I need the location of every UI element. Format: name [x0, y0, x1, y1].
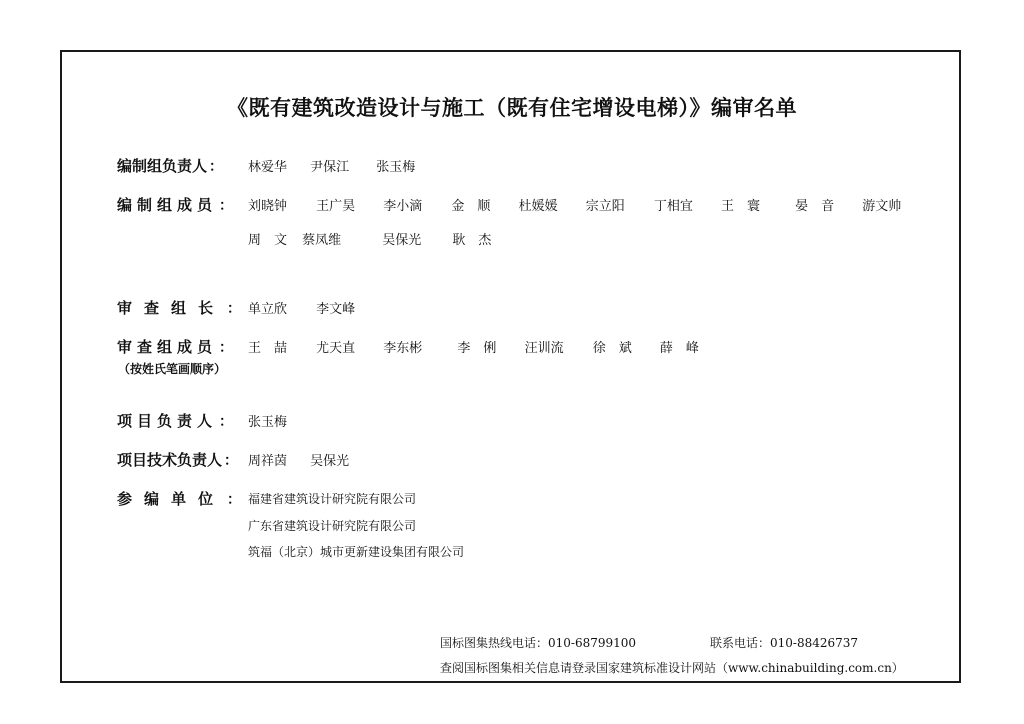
- person-name: 周 文: [248, 233, 288, 248]
- person-name: 吴保光: [382, 233, 422, 248]
- compile-members-row: [117, 194, 245, 215]
- compile-members-names-row2: [248, 229, 491, 248]
- compile-members-names-row1: [248, 195, 901, 214]
- review-leader-label: 审查组长: [117, 299, 226, 317]
- person-name: 吴保光: [310, 454, 350, 469]
- project-tech-leader-row: [117, 449, 250, 470]
- person-name: 蔡凤维: [302, 233, 342, 248]
- person-name: 林爱华: [248, 160, 288, 175]
- project-tech-leader-names: [248, 450, 349, 469]
- review-leader-names: [248, 298, 355, 317]
- person-name: 王 寰: [720, 199, 760, 214]
- review-members-order-note: （按姓氏笔画顺序）: [118, 362, 227, 376]
- compile-members-colon: ：: [219, 198, 234, 214]
- person-name: 刘晓钟: [248, 199, 288, 214]
- person-name: 晏 音: [795, 199, 835, 214]
- person-name: 尹保江: [310, 160, 350, 175]
- person-name: 杜媛媛: [518, 199, 558, 214]
- person-name: 游文帅: [862, 199, 902, 214]
- person-name: 耿 杰: [452, 233, 492, 248]
- project-leader-colon: ：: [219, 414, 234, 430]
- person-name: 李小滴: [383, 199, 423, 214]
- footer-contact-phone: 联系电话：010-88426737: [710, 636, 859, 650]
- person-name: 王广昊: [316, 199, 356, 214]
- review-members-label: 审查组成员: [117, 338, 218, 356]
- person-name: 尤天直: [316, 341, 356, 356]
- person-name: 张玉梅: [248, 415, 288, 430]
- participating-unit-name: 广东省建筑设计研究院有限公司: [248, 519, 417, 533]
- person-name: 张玉梅: [376, 160, 416, 175]
- person-name: 李文峰: [316, 302, 356, 317]
- participating-units-row: [117, 488, 253, 509]
- compile-leader-row: [117, 155, 235, 176]
- person-name: 宗立阳: [585, 199, 625, 214]
- person-name: 周祥茵: [248, 454, 288, 469]
- compile-leader-label: 编制组负责人: [117, 157, 208, 175]
- page-title: 《既有建筑改造设计与施工（既有住宅增设电梯）》编审名单: [227, 96, 797, 120]
- person-name: 王 喆: [248, 341, 288, 356]
- person-name: 李 俐: [457, 341, 497, 356]
- project-tech-leader-label: 项目技术负责人: [117, 451, 223, 469]
- review-members-names: [248, 337, 699, 356]
- project-tech-leader-colon: ：: [224, 453, 239, 469]
- person-name: 李东彬: [383, 341, 423, 356]
- participating-units-label: 参编单位: [117, 490, 226, 508]
- participating-unit-name: 筑福（北京）城市更新建设集团有限公司: [248, 545, 465, 559]
- footer-website-note: 查阅国标图集相关信息请登录国家建筑标准设计网站（www.chinabuilding.com.cn）: [440, 661, 904, 675]
- person-name: 徐 斌: [592, 341, 632, 356]
- review-members-row: [117, 336, 245, 357]
- project-leader-row: [117, 410, 245, 431]
- person-name: 丁相宜: [653, 199, 693, 214]
- review-leader-colon: ：: [227, 301, 242, 317]
- person-name: 单立欣: [248, 302, 288, 317]
- compile-leader-names: [248, 156, 415, 175]
- project-leader-label: 项目负责人: [117, 412, 218, 430]
- review-members-colon: ：: [219, 340, 234, 356]
- project-leader-names: [248, 411, 287, 430]
- compile-members-label: 编制组成员: [117, 196, 218, 214]
- person-name: 金 顺: [451, 199, 491, 214]
- footer-hotline: 国标图集热线电话：010-68799100: [440, 636, 637, 650]
- compile-leader-colon: ：: [209, 159, 224, 175]
- review-leader-row: [117, 297, 253, 318]
- person-name: 薛 峰: [659, 341, 699, 356]
- person-name: 汪训流: [524, 341, 564, 356]
- participating-unit-name: 福建省建筑设计研究院有限公司: [248, 492, 417, 506]
- participating-units-colon: ：: [227, 492, 242, 508]
